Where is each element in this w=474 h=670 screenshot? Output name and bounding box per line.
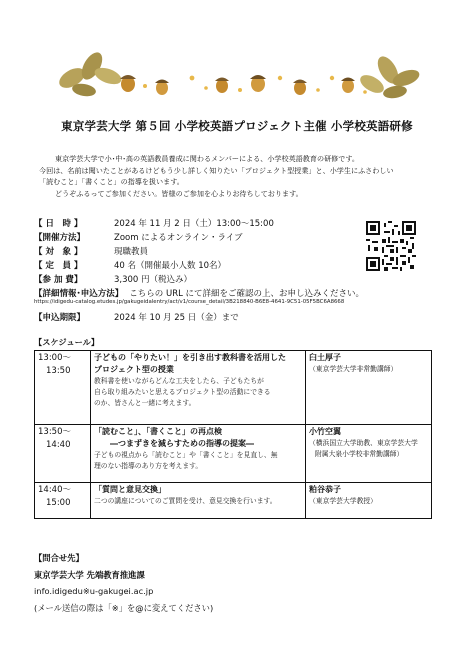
time-end: 15:00 — [46, 498, 71, 508]
speaker-affiliation: 附属大泉小学校非常勤講師） — [315, 450, 404, 458]
info-value: こちらの URL にて詳細をご確認の上、お申し込みください。 — [129, 289, 365, 299]
time-end: 14:40 — [46, 440, 71, 450]
intro-line: どうぞふるってご参加ください。皆様のご参加を心よりお待ちしております。 — [55, 188, 303, 198]
speaker-cell — [306, 483, 432, 519]
qr-code-icon[interactable] — [366, 221, 416, 271]
program-description: 二つの講座についてのご質問を受け、意見交換を行います。 — [94, 497, 277, 505]
intro-line: 今回は、名前は聞いたことがあるけどもう少し詳しく知りたい「プロジェクト型授業」と、小学生にふさわしい — [39, 165, 394, 175]
info-label: 【 日 時 】 — [34, 219, 83, 229]
info-row-capacity — [34, 259, 226, 271]
program-title: 子どもの「やりたい！」を引き出す教科書を活用した — [94, 353, 286, 362]
speaker-name: 臼土厚子 — [309, 353, 341, 362]
program-cell — [91, 425, 306, 483]
info-label: 【参 加 費】 — [34, 275, 83, 285]
time-end: 13:50 — [46, 366, 71, 376]
program-title: 「質問と意見交換」 — [94, 485, 166, 494]
table-row — [35, 351, 432, 425]
time-start: 13:00～ — [38, 353, 71, 363]
acorn-leaf-decoration — [0, 0, 474, 110]
intro-line: 東京学芸大学で小･中･高の英語教員養成に関わるメンバーによる、小学校英語教育の研修です。 — [55, 154, 359, 163]
info-label: 【申込期限】 — [34, 313, 86, 323]
program-description: 理のない指導のあり方を考えます。 — [94, 462, 203, 470]
time-cell — [35, 351, 91, 425]
program-description: 教科書を使いながらどんな工夫をしたら、子どもたちが — [94, 377, 264, 385]
table-row — [35, 425, 432, 483]
time-start: 14:40～ — [38, 485, 71, 495]
contact-heading: 【問合せ先】 — [34, 553, 84, 563]
info-value: 2024 年 11 月 2 日（土）13:00～15:00 — [114, 219, 274, 229]
contact-email-link[interactable]: info.idigedu※u-gakugei.ac.jp — [34, 586, 154, 596]
program-title: 「読むこと」、「書くこと」の再点検 — [94, 427, 222, 436]
info-value: 40 名（開催最小人数 10名） — [114, 261, 227, 271]
program-cell — [91, 351, 306, 425]
info-value: 現職教員 — [114, 247, 149, 257]
info-label: 【 対 象 】 — [34, 247, 83, 257]
table-row — [35, 483, 432, 519]
program-description: 子どもの視点から「読むこと」や「書くこと」を見直し、無 — [94, 451, 278, 459]
program-title: プロジェクト型の授業 — [94, 365, 174, 374]
intro-text — [39, 153, 443, 199]
info-label: 【詳細情報･申込方法】 — [34, 289, 124, 299]
contact-note: (メール送信の際は「※」を@に変えてください) — [34, 602, 214, 613]
leaf-cluster-right-icon — [357, 53, 421, 100]
info-row-target — [34, 245, 148, 257]
program-description: のか、皆さんと一緒に考えます。 — [94, 399, 196, 407]
speaker-affiliation: （横浜国立大学助教、東京学芸大学 — [309, 439, 418, 447]
speaker-name: 小竹空翼 — [309, 427, 341, 436]
intro-line: 「読むこと」「書くこと」の指導を扱います。 — [39, 177, 184, 187]
info-value: 3,300 円（税込み） — [114, 275, 193, 285]
info-row-apply — [34, 287, 364, 299]
info-label: 【 定 員 】 — [34, 261, 83, 271]
info-label: 【開催方法】 — [34, 233, 86, 243]
info-value: 2024 年 10 月 25 日（金）まで — [114, 313, 239, 323]
info-row-date — [34, 217, 274, 229]
schedule-heading: 【スケジュール】 — [34, 337, 100, 347]
contact-section — [34, 550, 213, 616]
time-start: 13:50～ — [38, 427, 71, 437]
schedule-table — [34, 350, 432, 519]
time-cell — [35, 483, 91, 519]
application-url-link[interactable]: https://idigedu-catalog.etudes.jp/gakugeidalentry/act/v1/course_detail/3B218840-B6E8-4641-9C51-05F5BC6A8668 — [34, 299, 345, 305]
speaker-affiliation: （東京学芸大学非常勤講師） — [309, 365, 398, 373]
speaker-affiliation: （東京学芸大学教授） — [309, 497, 377, 505]
info-row-fee — [34, 273, 192, 285]
program-title: ―つまずきを減らすための指導の提案― — [94, 439, 254, 448]
speaker-cell — [306, 351, 432, 425]
leaf-cluster-left-icon — [56, 49, 124, 98]
info-value: Zoom によるオンライン・ライブ — [114, 233, 243, 243]
time-cell — [35, 425, 91, 483]
speaker-cell — [306, 425, 432, 483]
acorn-icons — [120, 75, 355, 95]
info-row-deadline — [34, 311, 239, 323]
speaker-name: 粕谷恭子 — [309, 485, 341, 494]
program-description: 自ら取り組みたいと思えるプロジェクト型の活動にできる — [94, 388, 271, 396]
contact-org: 東京学芸大学 先端教育推進課 — [34, 569, 145, 580]
info-row-method — [34, 231, 242, 243]
page-title: 東京学芸大学 第５回 小学校英語プロジェクト主催 小学校英語研修 — [61, 119, 413, 133]
program-cell — [91, 483, 306, 519]
